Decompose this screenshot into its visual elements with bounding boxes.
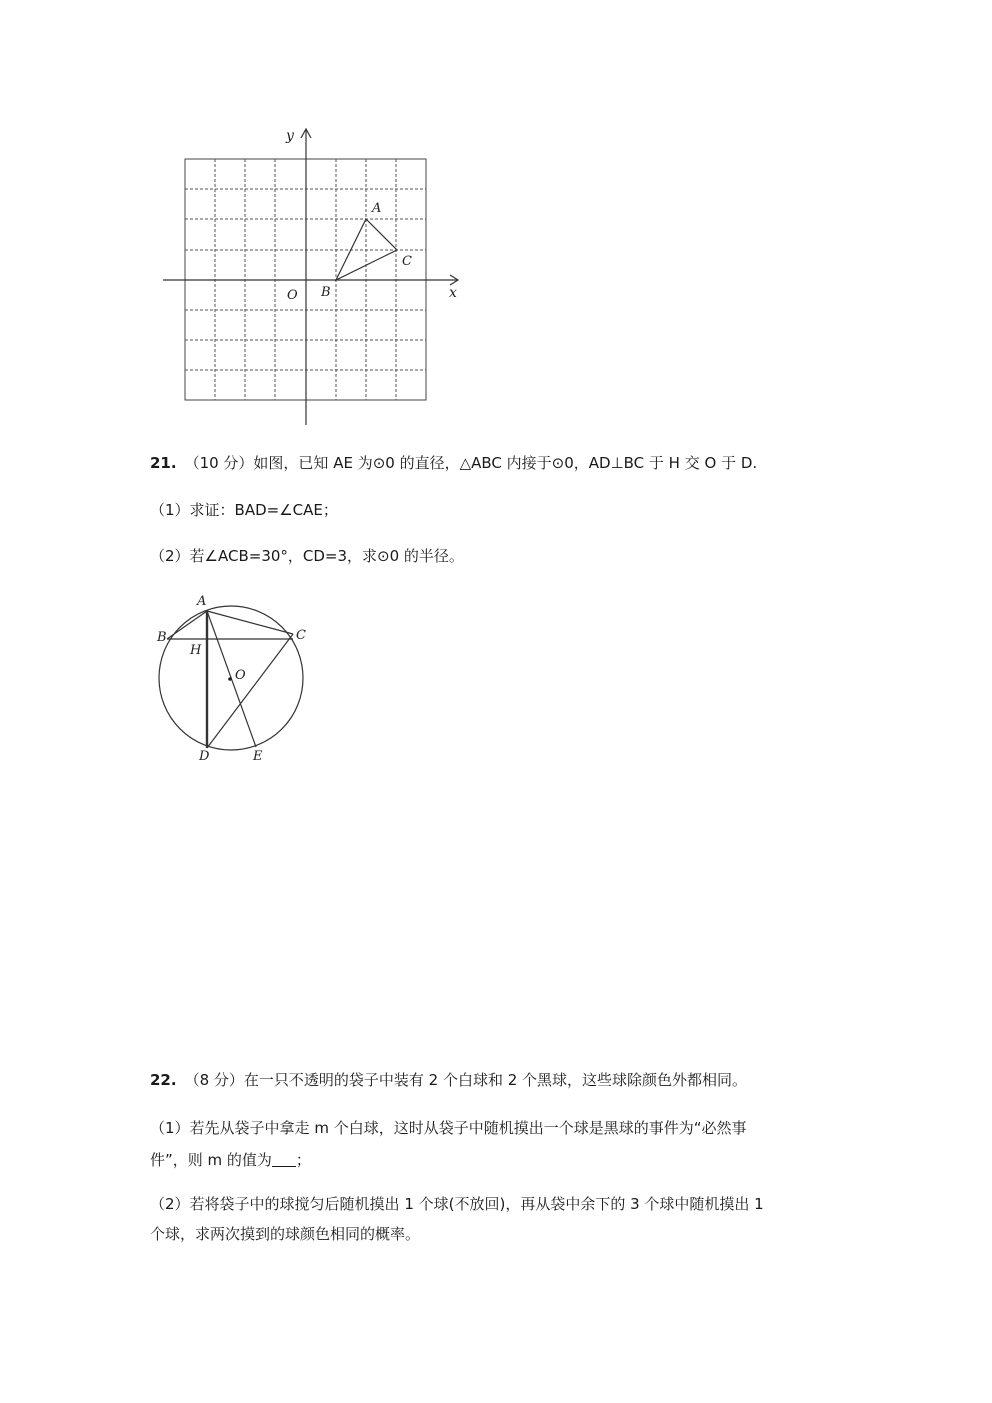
label-e: E xyxy=(253,749,263,764)
point-a-label: A xyxy=(372,201,382,216)
q22-part1-line1: （1）若先从袋子中拿走 m 个白球，这时从袋子中随机摸出一个球是黑球的事件为“必然事 xyxy=(150,1119,747,1137)
answer-blank[interactable] xyxy=(272,1150,296,1167)
q21-number: 21. xyxy=(150,454,177,472)
coordinate-grid-figure xyxy=(155,120,475,430)
point-c-label: C xyxy=(402,254,412,269)
label-o: O xyxy=(235,668,246,683)
label-a: A xyxy=(197,594,207,609)
q22-stem-text: （8 分）在一只不透明的袋子中装有 2 个白球和 2 个黑球，这些球除颜色外都相同。 xyxy=(184,1071,748,1089)
q22-number: 22. xyxy=(150,1071,177,1089)
q21-part2: （2）若∠ACB=30°，CD=3，求⊙0 的半径。 xyxy=(150,547,464,565)
circle-geometry-figure xyxy=(150,590,320,770)
axis-y-label: y xyxy=(286,128,294,144)
q22-stem xyxy=(150,1066,850,1094)
q22-part1-end: ； xyxy=(295,1151,311,1169)
q21-stem xyxy=(150,449,850,477)
label-d: D xyxy=(199,749,210,764)
axis-x-label: x xyxy=(449,285,457,301)
origin-label: O xyxy=(287,288,298,303)
label-c: C xyxy=(296,628,306,643)
axes xyxy=(163,129,458,425)
q22-part2-line1: （2）若将袋子中的球搅匀后随机摸出 1 个球(不放回)，再从袋中余下的 3 个球中随机摸出 1 xyxy=(150,1195,764,1213)
q22-part1-line2-text: 件”，则 m 的值为 xyxy=(150,1151,272,1169)
q22-part1-line2 xyxy=(150,1146,850,1174)
q22-part2-line2: 个球，求两次摸到的球颜色相同的概率。 xyxy=(150,1225,421,1243)
q21-stem-text: （10 分）如图，已知 AE 为⊙0 的直径，△ABC 内接于⊙0，AD⊥BC 于 H 交 O 于 D. xyxy=(184,454,758,472)
point-b-label: B xyxy=(321,285,331,300)
label-b: B xyxy=(157,630,167,645)
label-h: H xyxy=(190,643,202,658)
q21-part1: （1）求证：BAD=∠CAE； xyxy=(150,501,338,519)
